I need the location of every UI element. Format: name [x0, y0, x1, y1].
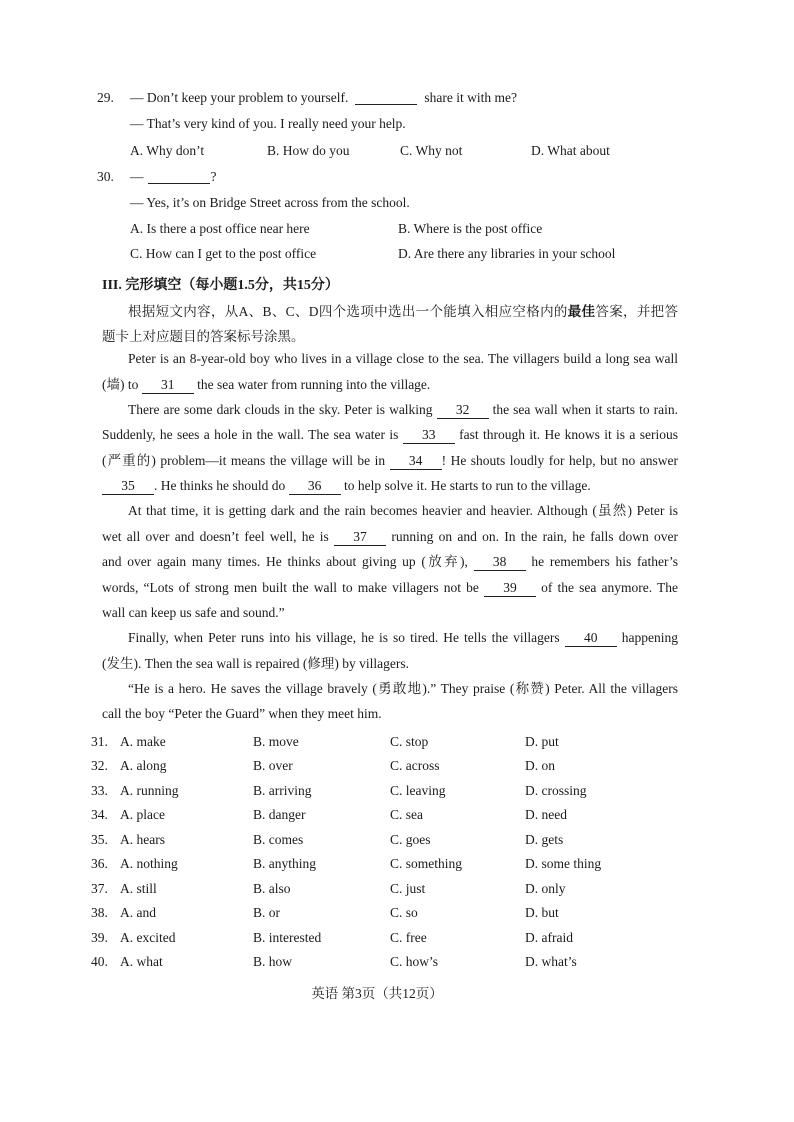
text-run: 答案，并把答: [595, 303, 678, 319]
prompt-text-before: —: [130, 169, 144, 184]
option-number: 37.: [91, 880, 108, 896]
text-line: [102, 397, 678, 422]
text-run: fast through it. He knows it is a serious: [454, 427, 678, 443]
answer-blank: 32: [437, 402, 489, 419]
option-d: D. need: [525, 807, 567, 823]
option-c: C. stop: [390, 734, 429, 749]
prompt-text-before: — Don’t keep your problem to yourself.: [130, 90, 349, 105]
option-b: B. arriving: [253, 782, 312, 798]
text-run: (发生). Then the sea wall is repaired (修理) by villagers.: [102, 655, 410, 671]
cloze-option-row: [0, 803, 794, 827]
text-run: . He thinks he should do: [154, 478, 289, 494]
text-line: [102, 299, 678, 324]
option-c: C. so: [390, 905, 418, 921]
option-c: C. Why not: [400, 143, 463, 158]
option-d: D. gets: [525, 831, 564, 847]
cloze-passage: [102, 346, 678, 726]
option-b: B. or: [253, 905, 280, 921]
option-number: 40.: [91, 953, 108, 969]
text-run: wet all over and doesn’t feel well, he is: [102, 528, 335, 544]
question-number: 30.: [97, 169, 114, 184]
option-number: 33.: [91, 782, 108, 798]
text-line: [102, 625, 678, 650]
q29-prompt-line: [0, 85, 794, 111]
text-run: of the sea anymore. The: [536, 579, 678, 595]
q30-reply-line: [0, 190, 794, 216]
answer-blank: [148, 169, 210, 184]
cloze-option-row: [0, 730, 794, 754]
option-a: A. excited: [120, 929, 176, 945]
text-run: ! He shouts loudly for help, but no answer: [441, 452, 678, 468]
text-run: wall can keep us safe and sound.”: [102, 604, 285, 620]
text-line: [102, 600, 678, 625]
option-a: A. Is there a post office near here: [130, 221, 310, 236]
option-c: C. How can I get to the post office: [130, 246, 317, 261]
text-run: Suddenly, he sees a hole in the wall. The sea water is: [102, 427, 403, 443]
text-run: There are some dark clouds in the sky. Peter is walking: [128, 402, 437, 418]
option-number: 32.: [91, 758, 108, 774]
prompt-text-after: ?: [210, 169, 217, 184]
question-number: 29.: [97, 90, 114, 105]
text-run: the sea wall when it starts to rain.: [488, 402, 679, 418]
paragraph: [102, 299, 678, 349]
option-c: C. just: [390, 880, 426, 896]
option-number: 34.: [91, 807, 108, 823]
text-run: happening: [616, 630, 678, 646]
answer-blank: [355, 90, 417, 105]
option-d: D. Are there any libraries in your school: [398, 246, 616, 261]
text-run: 题卡上对应题目的答案标号涂黑。: [102, 328, 305, 344]
option-d: D. on: [525, 758, 555, 774]
option-c: C. how’s: [390, 953, 439, 969]
cloze-options-list: [0, 730, 794, 974]
option-a: A. nothing: [120, 856, 178, 872]
option-a: A. Why don’t: [130, 143, 205, 158]
answer-blank: 34: [390, 453, 442, 470]
paragraph: [102, 397, 678, 498]
text-line: [102, 448, 678, 473]
cloze-option-row: [0, 852, 794, 876]
option-d: D. crossing: [525, 782, 587, 798]
text-run: Peter is an 8-year-old boy who lives in a village close to the sea. The villagers build a long sea wall: [128, 351, 678, 367]
text-line: [102, 346, 678, 371]
text-line: [102, 422, 678, 447]
option-a: A. still: [120, 880, 157, 896]
option-d: D. but: [525, 905, 559, 921]
option-c: C. sea: [390, 807, 423, 823]
cloze-option-row: [0, 828, 794, 852]
option-d: D. only: [525, 880, 566, 896]
emphasis-text: 最佳: [567, 303, 596, 319]
text-run: 根据短文内容，从A、B、C、D四个选项中选出一个能填入相应空格内的: [128, 303, 568, 319]
option-a: A. running: [120, 782, 179, 798]
option-a: A. along: [120, 758, 167, 774]
option-b: B. How do you: [267, 143, 350, 158]
option-b: B. move: [253, 734, 299, 749]
section-instructions: [102, 299, 678, 349]
option-c: C. goes: [390, 831, 431, 847]
text-run: At that time, it is getting dark and the rain becomes heavier and heavier. Although (虽然) Peter is: [128, 503, 678, 519]
option-c: C. across: [390, 758, 440, 774]
option-d: D. put: [525, 734, 559, 749]
paragraph: [102, 498, 678, 625]
option-a: A. place: [120, 807, 165, 823]
text-line: [102, 575, 678, 600]
cloze-option-row: [0, 779, 794, 803]
answer-blank: 38: [474, 554, 526, 571]
option-a: A. and: [120, 905, 156, 921]
question-reply: — That’s very kind of you. I really need your help.: [130, 116, 406, 131]
option-number: 35.: [91, 831, 108, 847]
option-b: B. how: [253, 953, 293, 969]
paragraph: [102, 625, 678, 676]
text-line: [102, 473, 678, 498]
answer-blank: 39: [484, 580, 536, 597]
paragraph: [102, 346, 678, 397]
question-prompt: [130, 164, 217, 190]
text-run: the sea water from running into the village.: [193, 376, 431, 392]
option-number: 38.: [91, 905, 108, 921]
answer-blank: 36: [289, 478, 341, 495]
cloze-option-row: [0, 754, 794, 778]
option-c: C. free: [390, 929, 427, 945]
cloze-option-row: [0, 950, 794, 974]
answer-blank: 33: [403, 427, 455, 444]
answer-blank: 40: [565, 630, 617, 647]
text-run: call the boy “Peter the Guard” when they meet him.: [102, 706, 382, 722]
q30-options-row-2: [0, 241, 794, 267]
text-run: (严重的) problem—it means the village will be in: [102, 452, 390, 468]
answer-blank: 37: [334, 529, 386, 546]
option-b: B. anything: [253, 856, 316, 872]
option-a: A. make: [120, 734, 166, 749]
answer-blank: 35: [102, 478, 154, 495]
text-run: he remembers his father’s: [525, 554, 679, 570]
text-run: “He is a hero. He saves the village bravely (勇敢地).” They praise (称赞) Peter. All the villagers: [128, 680, 678, 696]
text-run: and over again many times. He thinks about giving up (放弃),: [102, 554, 474, 570]
text-line: [102, 676, 678, 701]
text-line: [102, 498, 678, 523]
option-b: B. interested: [253, 929, 322, 945]
answer-blank: 31: [142, 377, 194, 394]
option-b: B. also: [253, 880, 291, 896]
option-b: B. Where is the post office: [398, 221, 543, 236]
option-number: 39.: [91, 929, 108, 945]
option-c: C. leaving: [390, 782, 446, 798]
question-reply: — Yes, it’s on Bridge Street across from the school.: [130, 195, 410, 210]
option-a: A. hears: [120, 831, 165, 847]
text-run: Finally, when Peter runs into his village, he is so tired. He tells the villagers: [128, 630, 565, 646]
section-heading: III. 完形填空（每小题1.5分，共15分）: [102, 278, 339, 293]
prompt-text-after: share it with me?: [424, 90, 517, 105]
option-b: B. over: [253, 758, 293, 774]
cloze-option-row: [0, 901, 794, 925]
text-run: words, “Lots of strong men built the wall to make villagers not be: [102, 579, 485, 595]
option-d: D. What about: [531, 143, 610, 158]
option-d: D. what’s: [525, 953, 577, 969]
text-line: [102, 651, 678, 676]
option-a: A. what: [120, 953, 163, 969]
option-d: D. afraid: [525, 929, 573, 945]
text-line: [102, 372, 678, 397]
question-prompt: [130, 85, 517, 111]
q29-options: [0, 138, 794, 164]
q30-prompt-line: [0, 164, 794, 190]
text-run: running on and on. In the rain, he falls down over: [386, 528, 679, 544]
text-run: (墙) to: [102, 376, 142, 392]
text-line: [102, 324, 678, 349]
text-line: [102, 701, 678, 726]
option-b: B. danger: [253, 807, 306, 823]
cloze-option-row: [0, 926, 794, 950]
q29-reply-line: [0, 111, 794, 137]
option-c: C. something: [390, 856, 463, 872]
page-footer: 英语 第3页（共12页）: [311, 986, 443, 1001]
option-b: B. comes: [253, 831, 304, 847]
option-number: 31.: [91, 734, 108, 749]
cloze-option-row: [0, 877, 794, 901]
q30-options-row-1: [0, 216, 794, 242]
text-line: [102, 549, 678, 574]
option-d: D. some thing: [525, 856, 602, 872]
paragraph: [102, 676, 678, 727]
text-line: [102, 524, 678, 549]
option-number: 36.: [91, 856, 108, 872]
text-run: to help solve it. He starts to run to the village.: [340, 478, 591, 494]
